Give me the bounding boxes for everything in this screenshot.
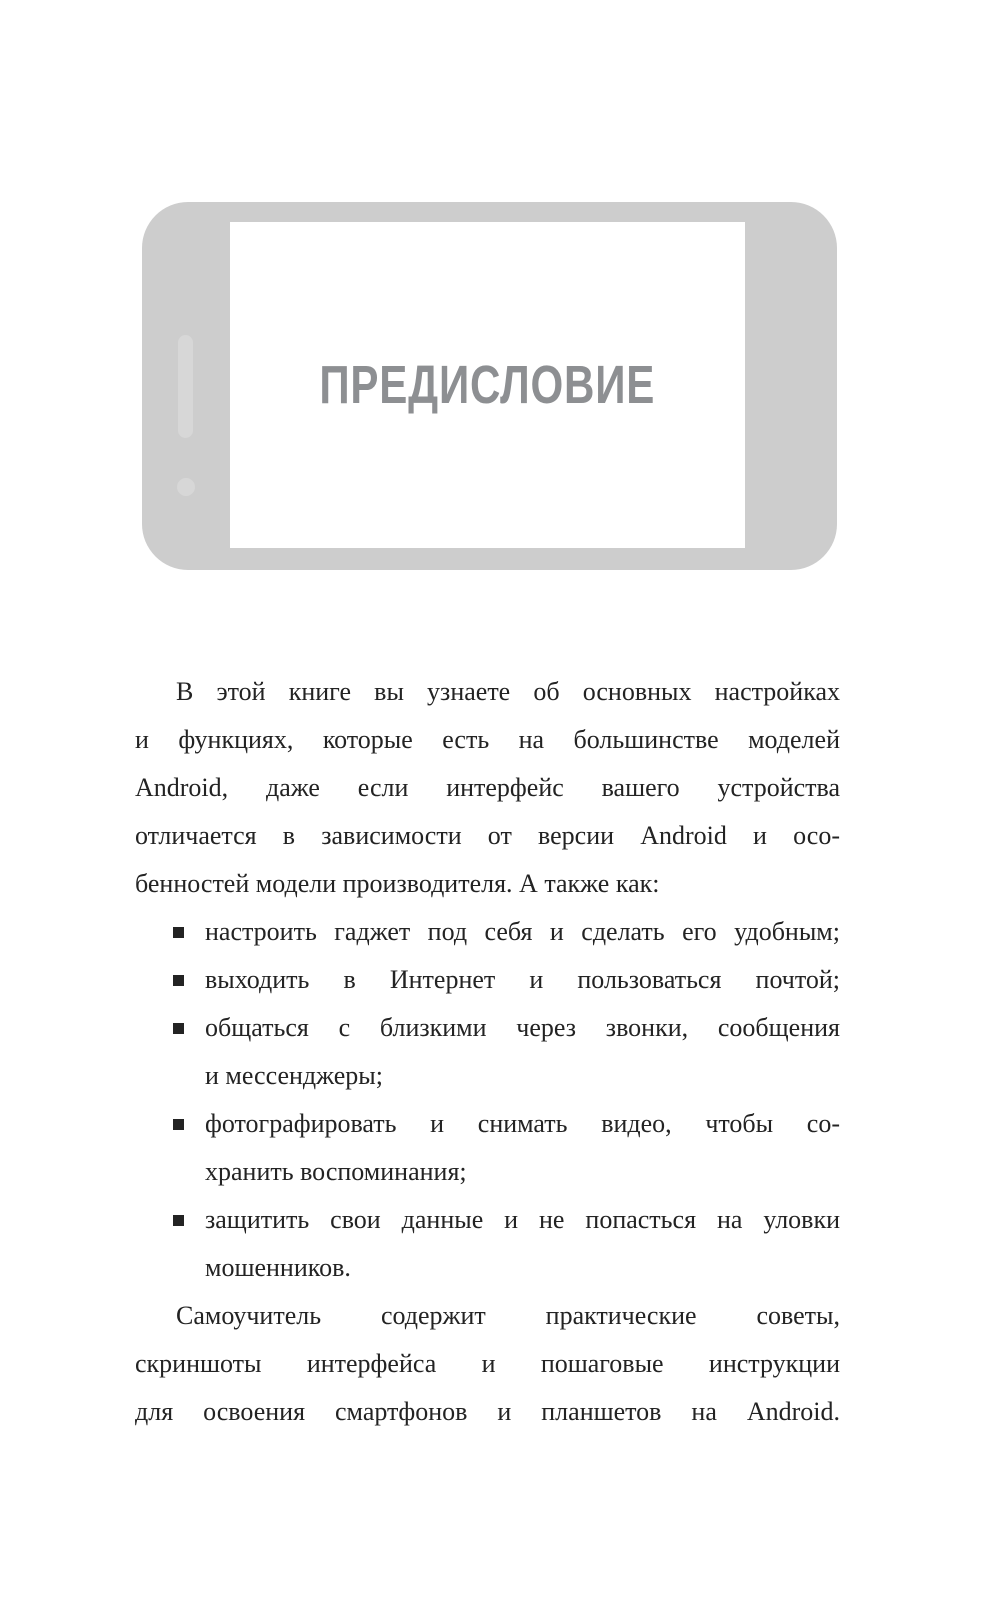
body-text bbox=[135, 668, 840, 1436]
text-line: скриншоты интерфейса и пошаговые инструкции bbox=[135, 1349, 840, 1378]
bullet-square-icon bbox=[173, 1023, 184, 1034]
text-line: бенностей модели производителя. А также как: bbox=[135, 869, 660, 898]
phone-illustration bbox=[142, 202, 837, 570]
text-line: отличается в зависимости от версии Android и осо- bbox=[135, 821, 840, 850]
text-line: В этой книге вы узнаете об основных настройках bbox=[176, 677, 840, 706]
bullet-text: хранить воспоминания; bbox=[205, 1157, 467, 1186]
bullet-text: настроить гаджет под себя и сделать его удобным; bbox=[205, 917, 840, 946]
bullet-text: общаться с близкими через звонки, сообщения bbox=[205, 1013, 840, 1042]
bullet-square-icon bbox=[173, 927, 184, 938]
text-line: для освоения смартфонов и планшетов на Android. bbox=[135, 1397, 840, 1426]
bullet-text: выходить в Интернет и пользоваться почтой; bbox=[205, 965, 840, 994]
text-line: Самоучитель содержит практические советы, bbox=[176, 1301, 840, 1330]
bullet-list bbox=[135, 908, 840, 1292]
bullet-item-continuation bbox=[135, 1148, 840, 1196]
paragraph bbox=[135, 1292, 840, 1436]
bullet-item bbox=[135, 956, 840, 1004]
text-line: Android, даже если интерфейс вашего устройства bbox=[135, 773, 840, 802]
bullet-item-continuation bbox=[135, 1244, 840, 1292]
chapter-title-wrap bbox=[320, 354, 656, 416]
bullet-square-icon bbox=[173, 975, 184, 986]
bullet-item bbox=[135, 908, 840, 956]
phone-screen bbox=[230, 222, 745, 548]
text-line: и функциях, которые есть на большинстве моделей bbox=[135, 725, 840, 754]
paragraph bbox=[135, 668, 840, 908]
bullet-item bbox=[135, 1196, 840, 1244]
bullet-item bbox=[135, 1100, 840, 1148]
bullet-text: и мессенджеры; bbox=[205, 1061, 383, 1090]
bullet-item bbox=[135, 1004, 840, 1052]
camera-dot-icon bbox=[177, 478, 195, 496]
bullet-square-icon bbox=[173, 1119, 184, 1130]
bullet-text: мошенников. bbox=[205, 1253, 351, 1282]
bullet-text: защитить свои данные и не попасться на уловки bbox=[205, 1205, 840, 1234]
bullet-item-continuation bbox=[135, 1052, 840, 1100]
bullet-square-icon bbox=[173, 1215, 184, 1226]
speaker-bar-icon bbox=[178, 335, 193, 438]
bullet-text: фотографировать и снимать видео, чтобы со- bbox=[205, 1109, 840, 1138]
chapter-title: ПРЕДИСЛОВИЕ bbox=[319, 355, 656, 415]
